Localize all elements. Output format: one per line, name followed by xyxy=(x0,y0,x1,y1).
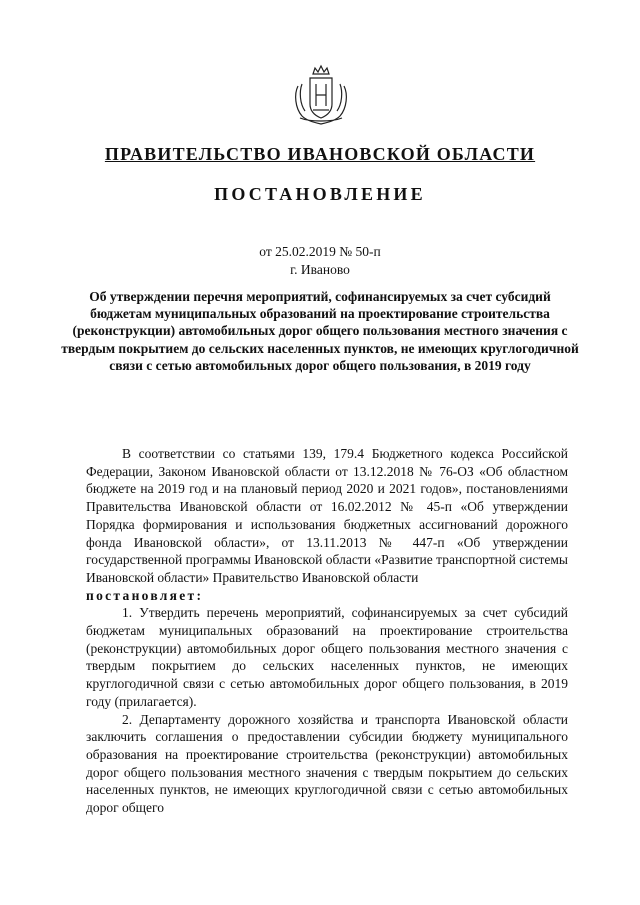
document-body xyxy=(86,445,568,817)
document-type: ПОСТАНОВЛЕНИЕ xyxy=(214,184,426,204)
document-title: Об утверждении перечня мероприятий, софинансируемых за счет субсидий бюджетам муниципальных образований на проектирование строительства (реконструкции) автомобильных дорог общего пользования местного значения с твердым покрытием до сельских населенных пунктов, не имеющих круглогодичной связи с сетью автомобильных дорог общего пользования, в 2019 году xyxy=(61,289,579,373)
organization-name: ПРАВИТЕЛЬСТВО ИВАНОВСКОЙ ОБЛАСТИ xyxy=(104,144,536,164)
preamble-paragraph: В соответствии со статьями 139, 179.4 Бюджетного кодекса Российской Федерации, Законом Ивановской области от 13.12.2018 № 76-ОЗ «Об областном бюджете на 2019 год и на плановый период 2020 и 2021 годов», постановлениями Правительства Ивановской области от 16.02.2012 № 45-п «Об утверждении Порядка формирования и использования бюджетных ассигнований дорожного фонда Ивановской области», от 13.11.2013 № 447-п «Об утверждении государственной программы Ивановской области «Развитие транспортной системы Ивановской области» Правительство Ивановской области xyxy=(86,446,568,585)
coat-of-arms-emblem xyxy=(292,64,350,126)
document-date-number: от 25.02.2019 № 50-п xyxy=(259,244,381,259)
decree-word-text: постановляет: xyxy=(86,587,204,603)
item-1-paragraph: 1. Утвердить перечень мероприятий, софинансируемых за счет субсидий бюджетам муниципальных образований на проектирование строительства (реконструкции) автомобильных дорог общего пользования местного значения с твердым покрытием до сельских населенных пунктов, не имеющих круглогодичной связи с сетью автомобильных дорог общего пользования, в 2019 году (прилагается). xyxy=(86,605,568,709)
document-city: г. Иваново xyxy=(290,262,350,277)
item-2-paragraph: 2. Департаменту дорожного хозяйства и транспорта Ивановской области заключить соглашения о предоставлении субсидии бюджету муниципального образования на проектирование строительства (реконструкции) автомобильных дорог общего пользования местного значения с твердым покрытием до сельских населенных пунктов, не имеющих круглогодичной связи с сетью автомобильных дорог общего xyxy=(86,711,568,816)
decree-word xyxy=(86,587,568,605)
